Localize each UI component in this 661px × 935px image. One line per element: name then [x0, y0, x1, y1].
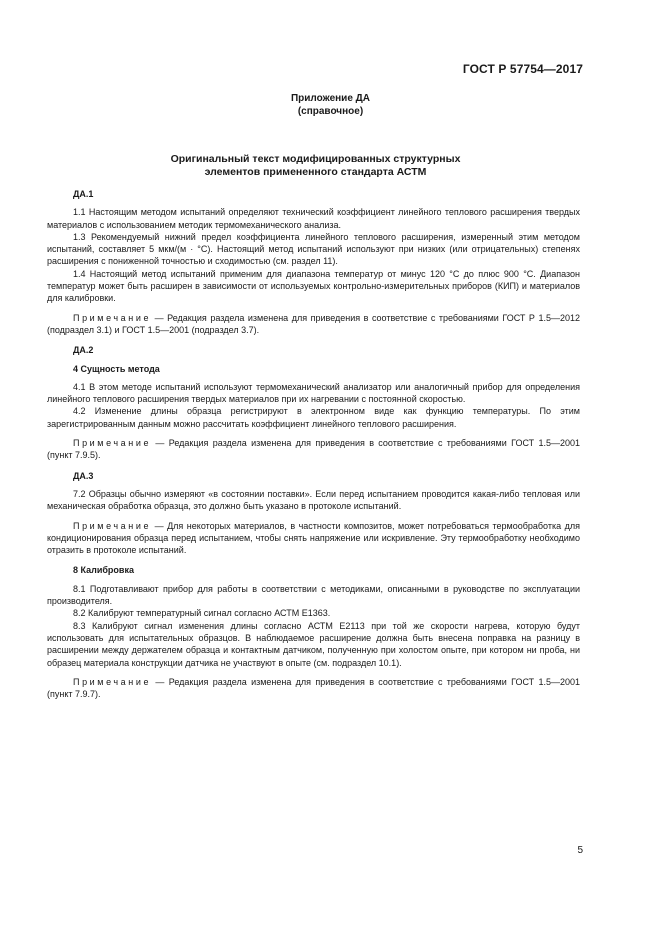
note-label: Примечание: [73, 676, 152, 687]
section-heading-calibration: 8 Калибровка: [73, 565, 134, 576]
document-title-line2: элементов примененного стандарта АСТМ: [204, 166, 427, 178]
paragraph-8-1: 8.1 Подготавливают прибор для работы в соответствии с методиками, описанными в руководстве по эксплуатации производителя.: [47, 583, 580, 607]
paragraph-1-1: 1.1 Настоящим методом испытаний определяют технический коэффициент линейного теплового расширения твердых материалов с использованием методик термомеханического анализа.: [47, 207, 580, 230]
paragraph-1-3: 1.3 Рекомендуемый нижний предел коэффициента линейного теплового расширения, измеренный этим методом испытаний, составляет 5 мкм/(м · °С). Настоящий метод испытаний используют при низких (или отрицательных) степенях расширения с пониженной точностью и сходимостью (см. раздел 11).: [47, 231, 580, 267]
section-heading-da2: ДА.2: [73, 345, 94, 356]
appendix-title: Приложение ДА: [290, 93, 371, 104]
note-text: — Редакция раздела изменена для приведения в соответствие с требованиями ГОСТ 1.5—2001 (пункт 7.9.7).: [47, 676, 580, 700]
paragraph-8-3: 8.3 Калибруют сигнал изменения длины согласно АСТМ Е2113 при той же скорости нагрева, которую будут использовать для испытательных образцов. В наблюдаемое расширение должна быть внесена поправка на разницу в расширении между держателем образца и контактным датчиком, полученную при холостом опыте, при котором ни проба, ни образец материала конструкции датчика не участвуют в опыте (см. подраздел 10.1).: [47, 620, 580, 668]
document-title-line1: Оригинальный текст модифицированных структурных: [170, 153, 461, 165]
note-text: — Редакция раздела изменена для приведения в соответствие с требованиями ГОСТ Р 1.5—2012 (подраздел 3.1) и ГОСТ 1.5—2001 (подраздел 3.7).: [47, 312, 580, 335]
note-da2: [47, 437, 580, 462]
note-da3: [47, 520, 580, 557]
appendix-heading: [0, 92, 661, 118]
document-body: [47, 188, 580, 700]
note-text: — Для некоторых материалов, в частности композитов, может потребоваться термообработка для кондиционирования образца перед испытанием, чтобы снять напряжение или искривление. Эту термообработку необходимо отразить в протоколе испытаний.: [47, 520, 580, 556]
paragraph-8-2: 8.2 Калибруют температурный сигнал согласно АСТМ Е1363.: [73, 608, 331, 619]
note-label: Примечание: [73, 520, 152, 531]
paragraph-1-4: 1.4 Настоящий метод испытаний применим для диапазона температур от минус 120 °С до плюс 900 °С. Диапазон температур может быть расширен в зависимости от используемых контрольно-измерительных приборов (КИП) и материалов для калибровки.: [47, 268, 580, 304]
note-da1: [47, 312, 580, 337]
note-label: Примечание: [73, 312, 152, 323]
appendix-subtitle: (справочное): [297, 106, 364, 117]
paragraph-7-2: 7.2 Образцы обычно измеряют «в состоянии поставки». Если перед испытанием проводится какая-либо тепловая или механическая обработка образца, это должно быть указано в протоколе испытаний.: [47, 488, 580, 512]
subsection-heading-method: 4 Сущность метода: [73, 363, 160, 374]
note-text: — Редакция раздела изменена для приведения в соответствие с требованиями ГОСТ 1.5—2001 (пункт 7.9.5).: [47, 438, 580, 461]
note-label: Примечание: [73, 438, 152, 449]
standard-code: ГОСТ Р 57754—2017: [462, 62, 583, 76]
section-heading-da1: ДА.1: [73, 189, 94, 199]
paragraph-4-1: 4.1 В этом методе испытаний используют термомеханический анализатор или аналогичный прибор для определения линейного теплового расширения твердых материалов при их нагревании с постоянной скоростью.: [47, 381, 580, 405]
note-calibration: [47, 676, 580, 701]
document-title: [0, 153, 631, 179]
paragraph-4-2: 4.2 Изменение длины образца регистрируют в электронном виде как функцию температуры. По этим зарегистрированным данным можно рассчитать коэффициент линейного теплового расширения.: [47, 406, 580, 429]
section-heading-da3: ДА.3: [73, 470, 94, 481]
page-number: 5: [577, 845, 583, 856]
